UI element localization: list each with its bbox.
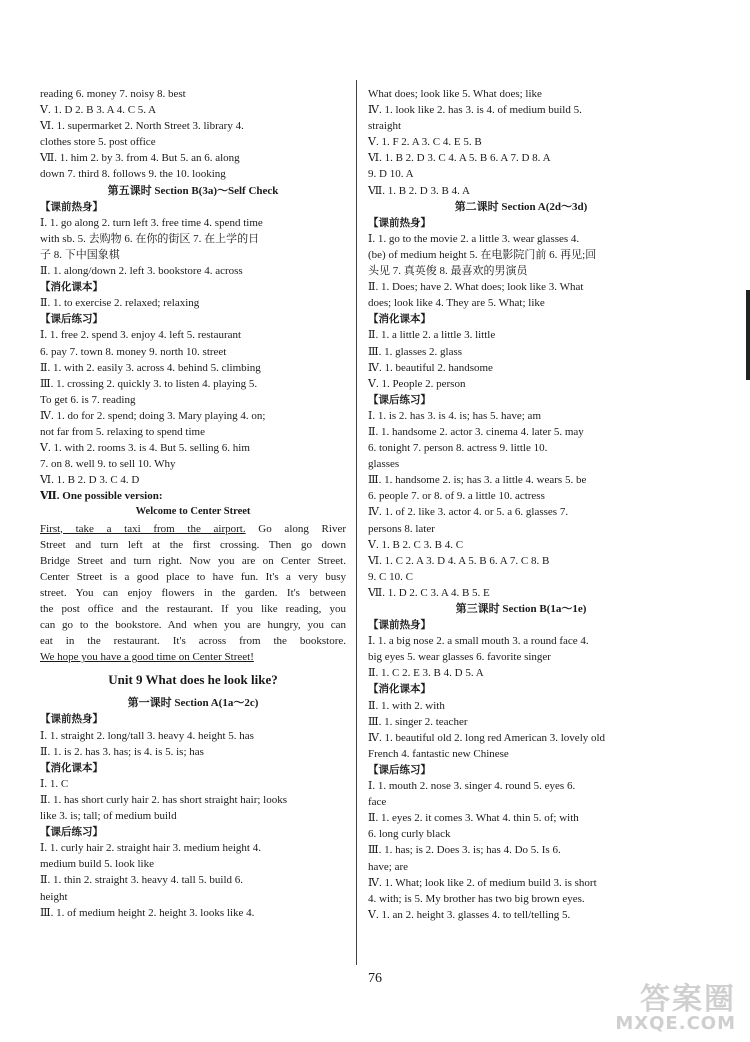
answer-line: Ⅱ. 1. is 2. has 3. has; is 4. is 5. is; has	[40, 745, 204, 758]
site-watermark	[606, 974, 736, 1034]
answer-line: Ⅵ. 1. B 2. D 3. C 4. A 5. B 6. A 7. D 8. A	[368, 152, 551, 165]
answer-line: Ⅰ. 1. is 2. has 3. is 4. is; has 5. have; am	[368, 409, 541, 422]
right-column	[368, 86, 674, 923]
answer-line: Ⅱ. 1. handsome 2. actor 3. cinema 4. later 5. may	[368, 425, 584, 438]
answer-line: To get 6. is 7. reading	[40, 393, 136, 406]
answer-line: Ⅴ. 1. an 2. height 3. glasses 4. to tell/telling 5.	[368, 908, 571, 921]
column-divider	[356, 80, 357, 965]
lesson-heading: 第五课时 Section B(3a)～Self Check	[107, 184, 279, 197]
answer-line: 6. long curly black	[368, 828, 451, 841]
left-column	[40, 86, 346, 921]
lesson-heading: 第三课时 Section B(1a～1e)	[455, 603, 587, 615]
answer-line: Ⅰ. 1. straight 2. long/tall 3. heavy 4. height 5. has	[40, 729, 254, 742]
essay-line	[40, 649, 346, 665]
answer-line: reading 6. money 7. noisy 8. best	[40, 88, 186, 100]
section-label: 【消化课本】	[40, 281, 103, 294]
answer-line: Ⅵ. 1. B 2. D 3. C 4. D	[40, 474, 140, 487]
answer-line: Ⅰ. 1. go along 2. turn left 3. free time 4. spend time	[40, 216, 263, 229]
answer-line: Ⅱ. 1. has short curly hair 2. has short straight hair; looks	[40, 793, 287, 806]
answer-line: big eyes 5. wear glasses 6. favorite singer	[368, 651, 551, 664]
answer-line: Ⅱ. 1. to exercise 2. relaxed; relaxing	[40, 297, 200, 310]
answer-line: Ⅲ. 1. has; is 2. Does 3. is; has 4. Do 5. Is 6.	[368, 844, 561, 857]
answer-line: Ⅴ. 1. F 2. A 3. C 4. E 5. B	[368, 136, 482, 149]
answer-line: height	[40, 890, 68, 903]
answer-line: Ⅱ. 1. eyes 2. it comes 3. What 4. thin 5. of; with	[368, 812, 579, 825]
answer-line: Ⅳ. 1. do for 2. spend; doing 3. Mary playing 4. on;	[40, 409, 266, 422]
answer-line: Ⅶ. One possible version:	[40, 490, 163, 503]
answer-line: Ⅰ. 1. free 2. spend 3. enjoy 4. left 5. restaurant	[40, 329, 242, 342]
answer-line: Ⅵ. 1. C 2. A 3. D 4. A 5. B 6. A 7. C 8. B	[368, 554, 550, 567]
section-label: 【课后练习】	[40, 313, 103, 326]
answer-line: Ⅴ. 1. with 2. rooms 3. is 4. But 5. selling 6. him	[40, 442, 250, 455]
essay-title: Welcome to Center Street	[135, 506, 251, 518]
answer-line: Ⅳ. 1. of 2. like 3. actor 4. or 5. a 6. glasses 7.	[368, 506, 569, 519]
answer-line: Ⅰ. 1. a big nose 2. a small mouth 3. a round face 4.	[368, 635, 589, 648]
essay-line: eat in the restaurant. It's across from the bookstore.	[40, 635, 346, 648]
answer-line: Ⅳ. 1. What; look like 2. of medium build 3. is short	[368, 876, 597, 889]
answer-line: Ⅴ. 1. D 2. B 3. A 4. C 5. A	[40, 104, 157, 117]
essay-line: street. You can enjoy flowers in the garden. It's between	[40, 586, 346, 599]
answer-line: Ⅰ. 1. curly hair 2. straight hair 3. medium height 4.	[40, 842, 261, 855]
answer-line: Ⅲ. 1. singer 2. teacher	[368, 715, 468, 728]
answer-line: Ⅶ. 1. B 2. D 3. B 4. A	[368, 184, 470, 197]
answer-line: (be) of medium height 5. 在电影院门前 6. 再见;回	[368, 248, 597, 261]
answer-line: Ⅳ. 1. look like 2. has 3. is 4. of medium build 5.	[368, 104, 582, 117]
answer-line: Ⅲ. 1. of medium height 2. height 3. looks like 4.	[40, 906, 255, 919]
answer-line: Ⅳ. 1. beautiful old 2. long red American 3. lovely old	[368, 731, 606, 744]
section-label: 【课后练习】	[368, 393, 431, 406]
watermark-logo-text: 答案圈	[640, 982, 736, 1017]
section-label: 【消化课本】	[40, 761, 103, 774]
watermark-domain: MXQE.COM	[615, 1013, 736, 1034]
answer-line: 9. D 10. A	[368, 168, 414, 181]
answer-line: Ⅱ. 1. with 2. with	[368, 699, 445, 712]
answer-line: 6. pay 7. town 8. money 9. north 10. street	[40, 345, 227, 358]
essay-line: First, take a taxi from the airport. Go along River	[40, 522, 346, 535]
page-edge-mark	[746, 290, 750, 380]
answer-line: French 4. fantastic new Chinese	[368, 747, 509, 760]
answer-line: Ⅱ. 1. along/down 2. left 3. bookstore 4. across	[40, 265, 243, 278]
answer-line: 6. tonight 7. person 8. actress 9. little 10.	[368, 442, 548, 455]
answer-line: 6. people 7. or 8. of 9. a little 10. actress	[368, 490, 545, 503]
answer-line: Ⅲ. 1. crossing 2. quickly 3. to listen 4. playing 5.	[40, 377, 258, 390]
answer-line: not far from 5. relaxing to spend time	[40, 425, 205, 438]
section-label: 【课前热身】	[368, 216, 431, 229]
essay-line: Street and turn left at the first crossing. Then go down	[40, 538, 346, 551]
section-label: 【消化课本】	[368, 683, 431, 696]
answer-line: straight	[368, 120, 401, 133]
answer-line: 9. C 10. C	[368, 570, 413, 583]
answer-line: What does; look like 5. What does; like	[368, 88, 542, 100]
closing-sentence: We hope you have a good time on Center Street!	[40, 651, 254, 664]
answer-line: 子 8. 下中国象棋	[40, 248, 120, 261]
section-label: 【课后练习】	[368, 763, 431, 776]
answer-line: clothes store 5. post office	[40, 136, 156, 149]
answer-line: medium build 5. look like	[40, 858, 154, 871]
topic-sentence: First, take a taxi from the airport.	[40, 522, 246, 535]
answer-line: like 3. is; tall; of medium build	[40, 810, 177, 823]
answer-line: Ⅰ. 1. go to the movie 2. a little 3. wear glasses 4.	[368, 232, 580, 245]
answer-line: have; are	[368, 860, 408, 873]
essay-line: Center Street is a good place to have fun. It's a very busy	[40, 570, 346, 583]
section-label: 【课前热身】	[40, 713, 103, 726]
answer-line: 4. with; is 5. My brother has two big brown eyes.	[368, 892, 585, 905]
essay-line: Bridge Street and turn right. Now you are on Center Street.	[40, 554, 346, 567]
section-label: 【课后练习】	[40, 826, 103, 839]
lesson-heading: 第一课时 Section A(1a～2c)	[127, 697, 259, 710]
lesson-heading: 第二课时 Section A(2d～3d)	[454, 200, 588, 213]
answer-line: Ⅱ. 1. thin 2. straight 3. heavy 4. tall 5. build 6.	[40, 874, 244, 887]
answer-line: Ⅱ. 1. a little 2. a little 3. little	[368, 329, 496, 342]
answer-line: persons 8. later	[368, 522, 435, 535]
answer-line: down 7. third 8. follows 9. the 10. looking	[40, 168, 226, 181]
answer-line: glasses	[368, 458, 400, 471]
answer-line: Ⅶ. 1. D 2. C 3. A 4. B 5. E	[368, 586, 490, 599]
answer-line: Ⅴ. 1. B 2. C 3. B 4. C	[368, 538, 464, 551]
unit-title: Unit 9 What does he look like?	[108, 672, 278, 688]
answer-line: Ⅱ. 1. Does; have 2. What does; look like 3. What	[368, 281, 584, 294]
answer-line: Ⅲ. 1. handsome 2. is; has 3. a little 4. wears 5. be	[368, 474, 587, 487]
answer-line: Ⅱ. 1. C 2. E 3. B 4. D 5. A	[368, 667, 484, 680]
answer-line: 头见 7. 真英俊 8. 最喜欢的男演员	[368, 265, 528, 278]
answer-line: Ⅴ. 1. People 2. person	[368, 377, 466, 390]
page-number: 76	[368, 971, 382, 986]
answer-line: Ⅵ. 1. supermarket 2. North Street 3. library 4.	[40, 120, 244, 133]
answer-line: Ⅰ. 1. C	[40, 777, 69, 790]
answer-line: does; look like 4. They are 5. What; like	[368, 297, 545, 310]
answer-line: Ⅲ. 1. glasses 2. glass	[368, 345, 463, 358]
answer-line: face	[368, 796, 387, 809]
answer-line: Ⅳ. 1. beautiful 2. handsome	[368, 361, 493, 374]
answer-line: Ⅰ. 1. mouth 2. nose 3. singer 4. round 5. eyes 6.	[368, 780, 576, 793]
section-label: 【课前热身】	[368, 619, 431, 632]
answer-line: Ⅶ. 1. him 2. by 3. from 4. But 5. an 6. along	[40, 152, 240, 165]
answer-line: Ⅱ. 1. with 2. easily 3. across 4. behind 5. climbing	[40, 361, 261, 374]
essay-line: can go to the bookstore. And when you are hungry, you can	[40, 619, 346, 632]
essay-line: the post office and the restaurant. If you like reading, you	[40, 603, 346, 615]
answer-line: with sb. 5. 去购物 6. 在你的街区 7. 在上学的日	[40, 232, 260, 245]
section-label: 【课前热身】	[40, 200, 103, 213]
answer-line: 7. on 8. well 9. to sell 10. Why	[40, 458, 176, 471]
section-label: 【消化课本】	[368, 313, 431, 326]
